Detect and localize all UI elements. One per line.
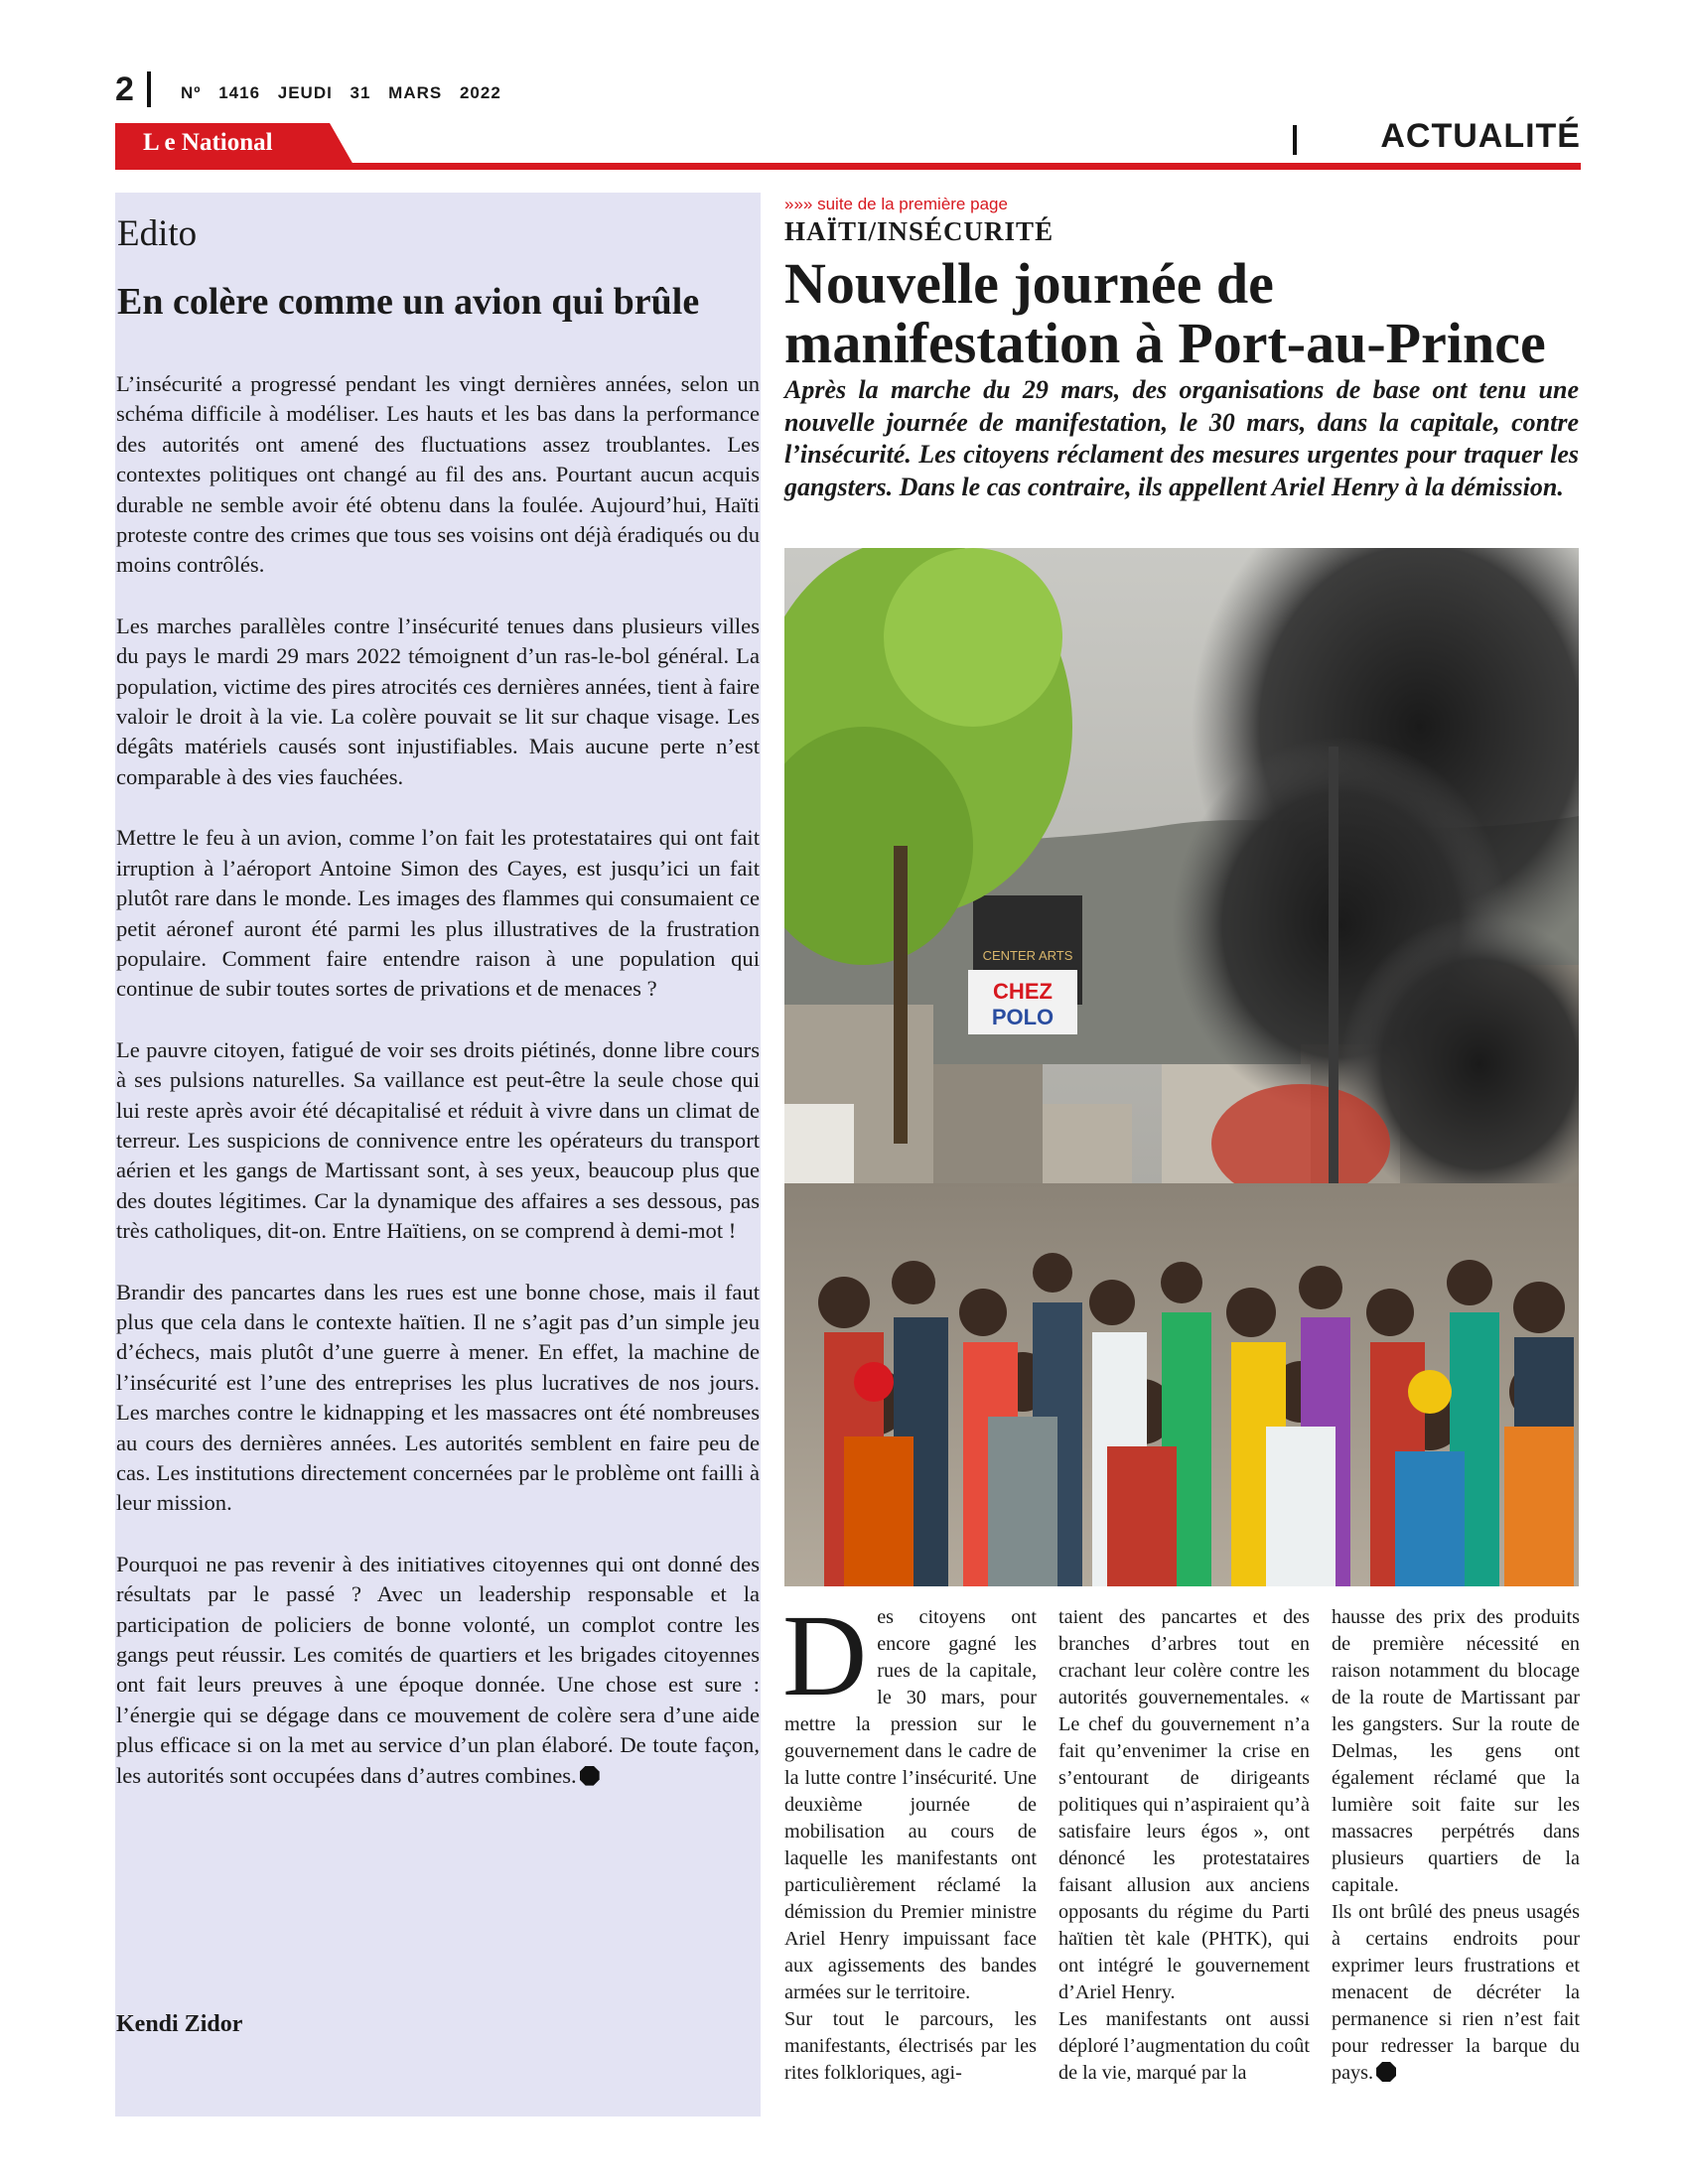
end-mark-icon [1376, 2062, 1396, 2082]
article-title: Nouvelle journée de manifestation à Port-au-Prince [784, 251, 1546, 375]
article-lead: Après la marche du 29 mars, des organisations de base ont tenu une nouvelle journée de manifestation, le 30 mars, dans la capitale, contre l’insécurité. Les citoyens réclament des mesures urgentes pour traquer les gangsters. Dans le cas contraire, ils appellent Ariel Henry à la démission. [784, 375, 1579, 501]
article-column-1 [782, 1590, 1037, 2087]
edito-paragraph-text: Pourquoi ne pas revenir à des initiatives citoyennes qui ont donné des résultats par le passé ? Avec un leadership responsable et la participation de policiers de bonne volonté, un complot contre les gangs peut réussir. Les comités de quartiers et les brigades citoyennes ont fait leurs preuves à une époque donnée. Une chose est sure : l’énergie qui se dégage dans ce mouvement de colère sera d’une aide plus efficace si on la met au service d’un plan élaboré. De toute façon, les autorités sont occupées dans d’autres combines. [116, 1551, 760, 1788]
article-paragraph-text: es citoyens ont encore gagné les rues de la capitale, le 30 mars, pour mettre la pression sur le gouvernement dans le cadre de la lutte contre l’insécurité. Une deuxième journée de mobilisation au cours de laquelle les manifestants ont particulièrement réclamé la démission du Premier ministre Ariel Henry impuissant face aux agissements des bandes armées sur le territoire. [784, 1606, 1037, 2003]
edito-paragraph: Les marches parallèles contre l’insécurité tenues dans plusieurs villes du pays le mardi 29 mars 2022 témoignent d’un ras-le-bol général. La population, victime des pires atrocités ces dernières années, tient à faire valoir le droit à la vie. La colère pouvait se lit sur chaque visage. Les dégâts matériels causés sont injustifiables. Mais aucune perte n’est comparable à des vies fauchées. [116, 613, 760, 789]
photo-sign-text: CENTER ARTS [982, 948, 1073, 963]
section-title: ACTUALITÉ [1380, 117, 1581, 155]
edito-paragraph: L’insécurité a progressé pendant les vingt dernières années, selon un schéma difficile à modéliser. Les hauts et les bas dans la performance des autorités ont amené des fluctuations assez troublantes. Les contextes politiques ont changé au fil des ans. Pourtant aucun acquis durable ne semble avoir été obtenu dans la foulée. Aujourd’hui, Haïti proteste contre des crimes que tous ses voisins ont déjà éradiqués ou du moins contrôlés. [116, 371, 760, 578]
section-divider [1293, 125, 1297, 155]
photo-sign-text: CHEZ [993, 979, 1053, 1004]
article-paragraph: taient des pancartes et des branches d’arbres tout en crachant leur colère contre les autorités gouvernementales. « Le chef du gouvernement n’a fait qu’envenimer la crise en s’entourant de dirigeants politiques qui n’aspiraient qu’à satisfaire leurs égos », ont dénoncé les protestataires faisant allusion aux anciens opposants du régime du Parti haïtien tèt kale (PHTK), qui ont intégré le gouvernement d’Ariel Henry. [1058, 1606, 1310, 2003]
page-number-divider [147, 71, 151, 107]
drop-cap: D [782, 1590, 868, 1720]
photo-sign-text: POLO [991, 1005, 1055, 1029]
edito-kicker: Edito [117, 213, 198, 254]
edito-paragraph: Mettre le feu à un avion, comme l’on fait les protestataires qui ont fait irruption à l’aéroport Antoine Simon des Cayes, est jusqu’ici un fait plutôt rare dans le monde. Les images des flammes qui consumaient ce petit aéronef auront été parmi les plus illustratives de la frustration populaire. Comment faire entendre raison à une population qui continue de subir toutes sortes de privations et de menaces ? [116, 825, 760, 1002]
article-paragraph: Les manifestants ont aussi déploré l’augmentation du coût de la vie, marqué par la [1058, 2008, 1310, 2084]
end-mark-icon [580, 1766, 600, 1786]
article-paragraph: Sur tout le parcours, les manifestants, électrisés par les rites folkloriques, agi- [784, 2008, 1037, 2084]
article-rubric: HAÏTI/INSÉCURITÉ [784, 216, 1055, 246]
brand-tab [115, 123, 353, 165]
edito-title: En colère comme un avion qui brûle [117, 281, 700, 323]
brand-label: L e National [143, 129, 273, 156]
article-paragraph-last [1332, 1899, 1580, 2087]
issue-info: Nº 1416 JEUDI 31 MARS 2022 [181, 83, 501, 102]
article-column-2 [1058, 1604, 1310, 2087]
protest-photo [784, 548, 1579, 1586]
continuation-note: »»» suite de la première page [784, 195, 1008, 213]
article-column-3 [1332, 1604, 1580, 2087]
article-paragraph: hausse des prix des produits de première nécessité en raison notamment du blocage de la route de Martissant par les gangsters. Sur la route de Delmas, les gens ont également réclamé que la lumière soit faite sur les massacres perpétrés dans plusieurs quartiers de la capitale. [1332, 1606, 1580, 1896]
header-rule [115, 163, 1581, 170]
article-paragraph-text: Ils ont brûlé des pneus usagés à certains endroits pour exprimer leurs frustrations et menacent de décréter la permanence si rien n’est fait pour redresser la barque du pays. [1332, 1901, 1580, 2084]
protest-photo-illustration [784, 548, 1579, 1586]
edito-author: Kendi Zidor [116, 2011, 243, 2037]
edito-paragraph-last [116, 1550, 760, 1791]
edito-paragraph: Le pauvre citoyen, fatigué de voir ses droits piétinés, donne libre cours à ses pulsions naturelles. Sa vaillance est peut-être la seule chose qui lui reste après avoir été décapitalisé et réduit à vivre dans un climat de terreur. Les suspicions de connivence entre les opérateurs du transport aérien et les gangs de Martissant sont, à ses yeux, beaucoup plus que des doutes légitimes. Car la dynamique des affaires a ses dessous, pas très catholiques, dit-on. Entre Haïtiens, on se comprend à demi-mot ! [116, 1036, 760, 1244]
article-paragraph [782, 1590, 1037, 2006]
edito-body [116, 369, 760, 1822]
page-number: 2 [115, 70, 134, 108]
edito-paragraph: Brandir des pancartes dans les rues est une bonne chose, mais il faut plus que cela dans le contexte haïtien. Il ne s’agit pas d’un simple jeu d’échecs, mais plutôt d’une guerre à mener. En effet, la machine de l’insécurité est l’une des entreprises les plus lucratives de nos jours. Les marches contre le kidnapping et les massacres ont été nombreuses au cours des dernières années. Les autorités semblent en faire peu de cas. Les institutions directement concernées par le problème ont failli à leur mission. [116, 1279, 760, 1516]
